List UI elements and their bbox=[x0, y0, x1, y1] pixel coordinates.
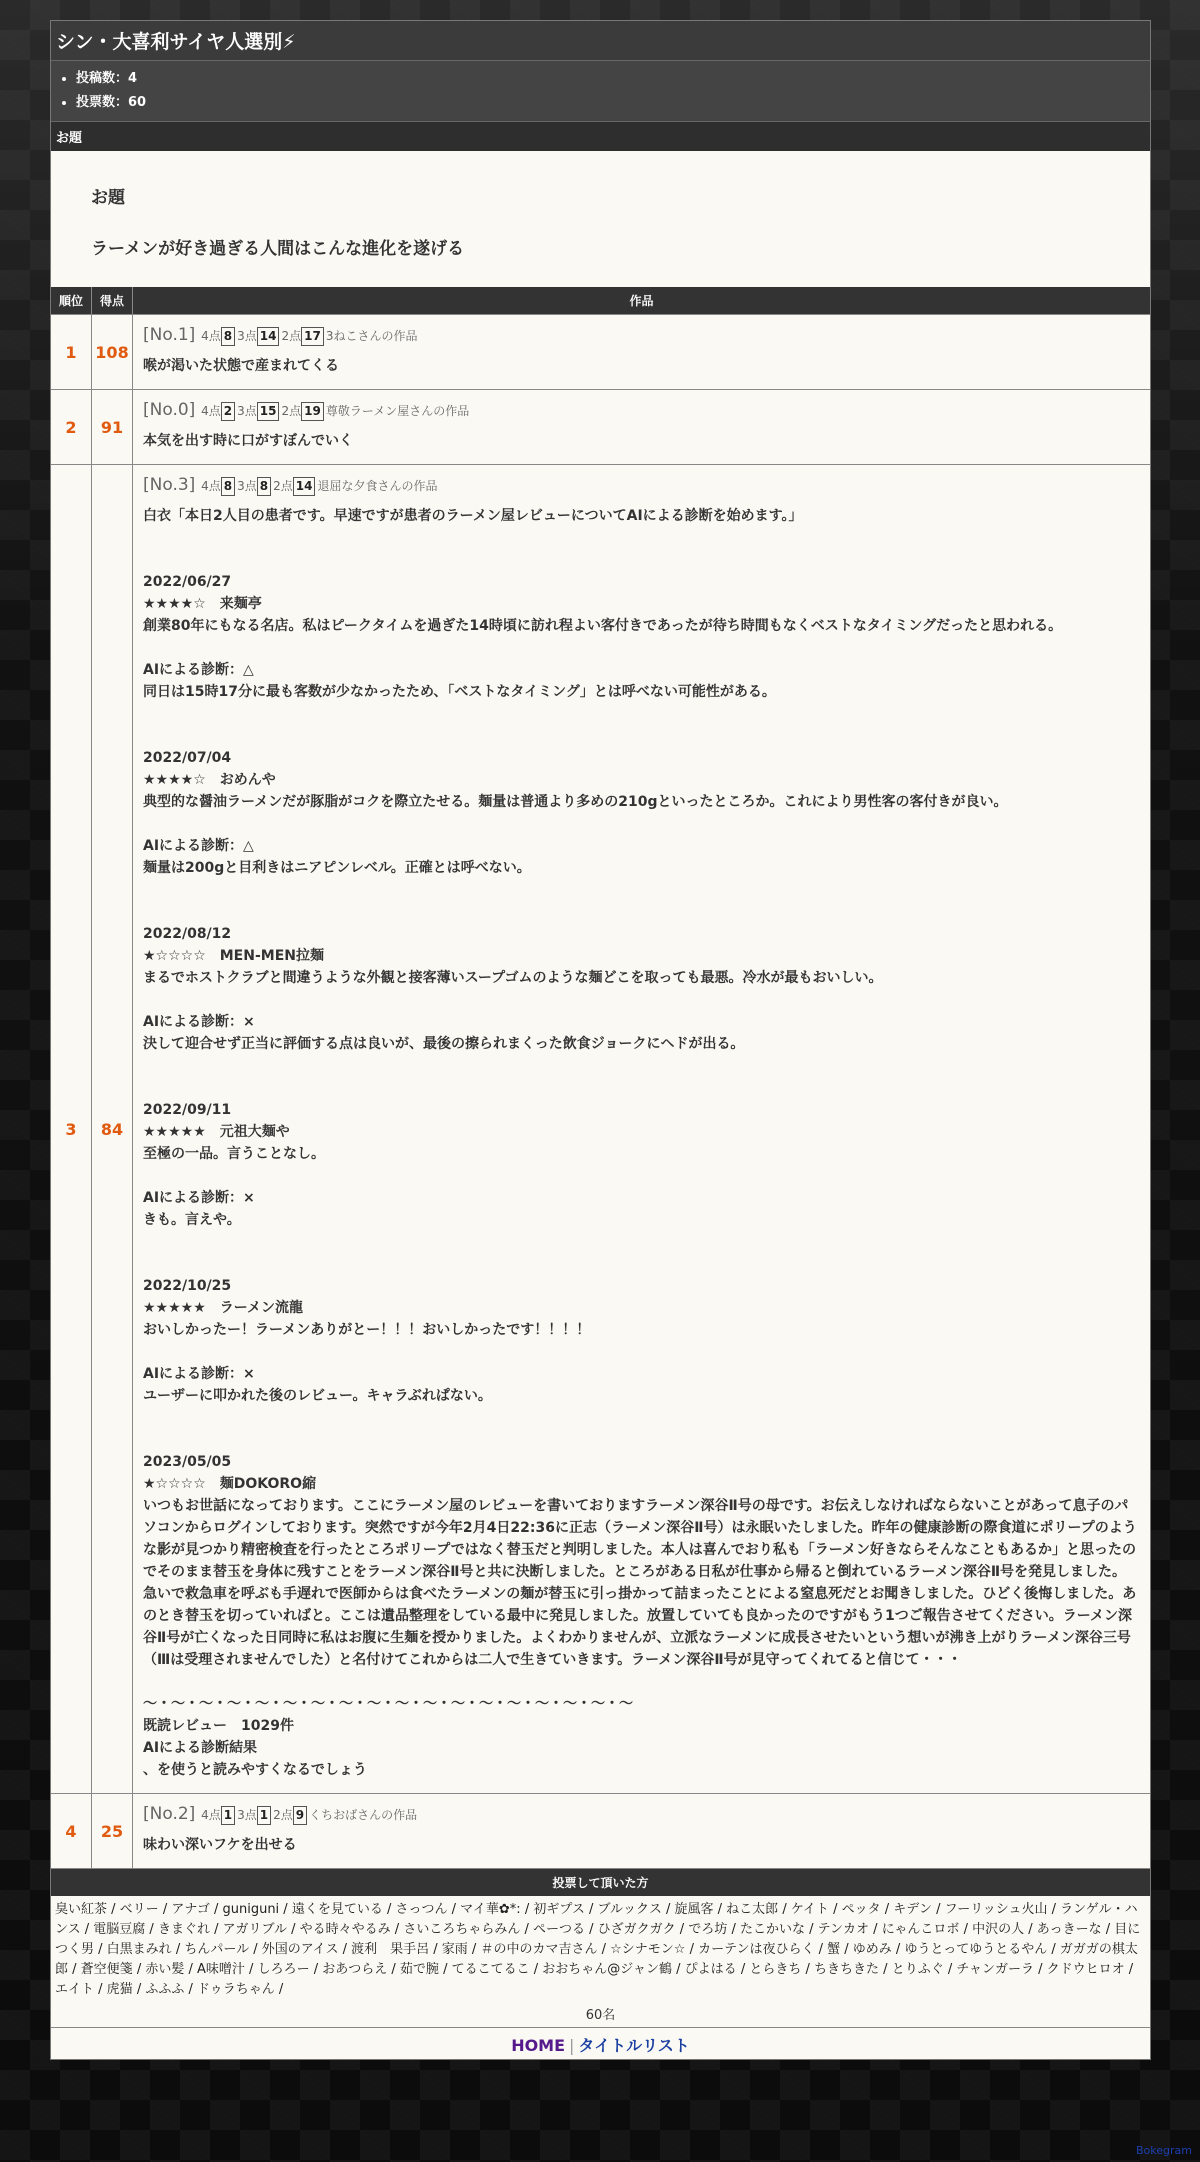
work-meta bbox=[143, 1804, 1140, 1825]
voter-name[interactable]: おあつらえ bbox=[322, 1962, 388, 1977]
points-2-label: 2点 bbox=[281, 329, 302, 343]
page-title: シン・大喜利サイヤ人選別⚡ bbox=[51, 21, 1150, 61]
entry-number: [No.0] bbox=[143, 400, 196, 420]
points-3-count: 14 bbox=[257, 327, 280, 346]
voter-name[interactable]: アガリブル bbox=[222, 1922, 287, 1937]
work-cell bbox=[133, 390, 1151, 465]
voter-name[interactable]: guniguni bbox=[222, 1902, 280, 1917]
credit-link[interactable]: Bokegram bbox=[1136, 2144, 1192, 2157]
voter-name[interactable]: チャンガーラ bbox=[956, 1962, 1034, 1977]
voter-count: 60名 bbox=[51, 2000, 1150, 2028]
title-list-link[interactable]: タイトルリスト bbox=[578, 2036, 690, 2055]
points-2-label: 2点 bbox=[281, 404, 302, 418]
points-2-count: 19 bbox=[301, 402, 324, 421]
voter-name[interactable]: とりふぐ bbox=[891, 1962, 944, 1977]
points-2-count: 17 bbox=[301, 327, 324, 346]
score-cell: 108 bbox=[92, 315, 133, 390]
home-link[interactable]: HOME bbox=[511, 2036, 566, 2055]
points-3-label: 3点 bbox=[237, 329, 257, 343]
voter-name[interactable]: 外国のアイス bbox=[261, 1942, 339, 1957]
author-label: 退屈な夕食さんの作品 bbox=[317, 479, 438, 493]
voter-name[interactable]: ＃の中のカマ吉さん bbox=[480, 1942, 598, 1957]
voter-name[interactable]: 遠くを見ている bbox=[291, 1902, 383, 1917]
work-header: 作品 bbox=[133, 287, 1151, 315]
score-header: 得点 bbox=[92, 287, 133, 315]
voter-name[interactable]: 中沢の人 bbox=[972, 1922, 1025, 1937]
voter-name[interactable]: ランゲル・ハンス bbox=[55, 1902, 1138, 1937]
rank-cell: 2 bbox=[51, 390, 92, 465]
voter-name[interactable]: 蒼空便箋 bbox=[80, 1962, 133, 1977]
voter-name[interactable]: 白黒まみれ bbox=[106, 1942, 172, 1957]
odai-section bbox=[51, 151, 1150, 287]
author-label: 尊敬ラーメン屋さんの作品 bbox=[325, 404, 470, 418]
points-2-label: 2点 bbox=[273, 479, 293, 493]
voter-name[interactable]: きまぐれ bbox=[157, 1922, 210, 1937]
voter-name[interactable]: 家雨 bbox=[441, 1942, 468, 1957]
voter-name[interactable]: ペッタ bbox=[841, 1902, 881, 1917]
voter-name[interactable]: 虎猫 bbox=[106, 1982, 133, 1997]
points-3-label: 3点 bbox=[237, 1808, 257, 1822]
points-4-count: 8 bbox=[221, 477, 235, 496]
voter-name[interactable]: ☆シナモン☆ bbox=[610, 1942, 686, 1957]
work-meta bbox=[143, 325, 1140, 346]
voter-name[interactable]: 電脳豆腐 bbox=[93, 1922, 146, 1937]
work-meta bbox=[143, 400, 1140, 421]
score-cell: 84 bbox=[92, 465, 133, 1794]
work-cell bbox=[133, 465, 1151, 1794]
voter-name[interactable]: ベリー bbox=[119, 1902, 159, 1917]
voter-name[interactable]: てるこてるこ bbox=[451, 1962, 530, 1977]
voter-name[interactable]: ペーつる bbox=[532, 1922, 585, 1937]
voter-name[interactable]: ふふふ bbox=[145, 1982, 185, 1997]
work-cell bbox=[133, 315, 1151, 390]
voter-name[interactable]: アナゴ bbox=[171, 1902, 210, 1917]
voter-name[interactable]: ちきちきた bbox=[814, 1962, 880, 1977]
rank-cell: 4 bbox=[51, 1794, 92, 1869]
voter-name[interactable]: にゃんこロボ bbox=[881, 1922, 960, 1937]
voter-name[interactable]: とらきち bbox=[749, 1962, 802, 1977]
voter-name[interactable]: ケイト bbox=[790, 1902, 829, 1917]
rank-cell: 3 bbox=[51, 465, 92, 1794]
voter-name[interactable]: 茹で腕 bbox=[399, 1962, 439, 1977]
points-4-count: 8 bbox=[221, 327, 235, 346]
odai-text: ラーメンが好き過ぎる人間はこんな進化を遂げる bbox=[91, 239, 465, 259]
voter-name[interactable]: あっきーな bbox=[1036, 1922, 1102, 1937]
voter-name[interactable]: ブルックス bbox=[597, 1902, 662, 1917]
stats-list bbox=[51, 61, 1150, 121]
points-4-count: 1 bbox=[221, 1806, 235, 1825]
voter-name[interactable]: ゆうとってゆうとるやん bbox=[904, 1942, 1048, 1957]
points-2-label: 2点 bbox=[273, 1808, 293, 1822]
table-header-row bbox=[51, 287, 1150, 315]
voter-name[interactable]: クドウヒロオ bbox=[1046, 1962, 1125, 1977]
footer-separator: | bbox=[569, 2036, 575, 2055]
points-2-count: 9 bbox=[293, 1806, 307, 1825]
voter-name[interactable]: さっつん bbox=[395, 1902, 448, 1917]
rank-cell: 1 bbox=[51, 315, 92, 390]
voters-heading: 投票して頂いた方 bbox=[51, 1868, 1150, 1896]
voter-name[interactable]: でろ坊 bbox=[688, 1922, 728, 1937]
points-3-count: 15 bbox=[257, 402, 280, 421]
points-3-label: 3点 bbox=[237, 479, 257, 493]
points-3-label: 3点 bbox=[237, 404, 257, 418]
stat-votes: • 投票数：60 bbox=[76, 91, 1150, 115]
voter-name[interactable]: おおちゃん@ジャン鶴 bbox=[542, 1962, 673, 1977]
voter-name[interactable]: 蟹 bbox=[827, 1942, 841, 1957]
stat-posts: • 投稿数：4 bbox=[76, 67, 1150, 91]
voter-name[interactable]: フーリッシュ火山 bbox=[944, 1902, 1048, 1917]
voter-name[interactable]: 旋風客 bbox=[674, 1902, 714, 1917]
work-cell bbox=[133, 1794, 1151, 1869]
table-row bbox=[51, 465, 1150, 1794]
score-cell: 25 bbox=[92, 1794, 133, 1869]
voter-name[interactable]: テンカオ bbox=[817, 1922, 870, 1937]
points-4-label: 4点 bbox=[201, 329, 221, 343]
score-cell: 91 bbox=[92, 390, 133, 465]
table-row bbox=[51, 390, 1150, 465]
table-row bbox=[51, 315, 1150, 390]
voter-name[interactable]: エイト bbox=[55, 1982, 95, 1997]
voter-name[interactable]: やる時々やるみ bbox=[299, 1922, 391, 1937]
work-body: 本気を出す時に口がすぼんでいく bbox=[143, 433, 353, 449]
points-3-count: 1 bbox=[257, 1806, 271, 1825]
voter-name[interactable]: A味噌汁 bbox=[197, 1962, 245, 1977]
voter-name[interactable]: 渡利 果手呂 bbox=[351, 1942, 430, 1957]
work-meta bbox=[143, 475, 1140, 496]
points-4-label: 4点 bbox=[201, 1808, 221, 1822]
points-4-label: 4点 bbox=[201, 404, 221, 418]
voter-name[interactable]: ひざガクガク bbox=[597, 1922, 676, 1937]
voter-name[interactable]: マイ華✿*: bbox=[460, 1902, 521, 1917]
results-table bbox=[51, 287, 1150, 1868]
entry-number: [No.1] bbox=[143, 325, 196, 345]
voter-name[interactable]: ねこ太郎 bbox=[726, 1902, 779, 1917]
voter-name[interactable]: ゆめみ bbox=[852, 1942, 892, 1957]
voter-name[interactable]: ぴよはる bbox=[684, 1962, 737, 1977]
points-4-count: 2 bbox=[221, 402, 235, 421]
rank-header: 順位 bbox=[51, 287, 92, 315]
points-4-label: 4点 bbox=[201, 479, 221, 493]
odai-bar: お題 bbox=[51, 121, 1150, 151]
points-2-count: 14 bbox=[293, 477, 316, 496]
work-body: 喉が渇いた状態で産まれてくる bbox=[143, 358, 339, 374]
table-row bbox=[51, 1794, 1150, 1869]
odai-label: お題 bbox=[91, 188, 125, 208]
voter-name[interactable]: キデン bbox=[893, 1902, 933, 1917]
points-3-count: 8 bbox=[257, 477, 271, 496]
voter-name[interactable]: ドゥラちゃん bbox=[197, 1982, 275, 1997]
voter-name[interactable]: カーテンは夜ひらく bbox=[698, 1942, 815, 1957]
voter-name[interactable]: しろろー bbox=[257, 1962, 310, 1977]
work-body: 白衣「本日2人目の患者です。早速ですが患者のラーメン屋レビューについてAIによる診断を始めます。」 2022/06/27 ★★★★☆ 来麺亭 創業80年にもなる名店。私はピークタイムを過ぎた14時頃に訪れ程よい客付きであったが待ち時間もなくベストなタイミングだったと思われる。 AIによる診断：△ 同日は15時17分に最も客数が少なかったため、「ベストなタイミング」とは呼べない可能性がある。 2022/07/04 ★★★★☆ おめんや 典型的な醤油ラーメンだが豚脂がコクを際立たせる。麺量は普通より多めの210gといったところか。これにより男性客の客付きが良い。 AIによる診断：△ 麺量は200gと目利きはニアピンレベル。正確とは呼べない。 2022/08/12 ★☆☆☆☆ MEN-MEN拉麺 まるでホストクラブと間違うような外観と接客薄いスープゴムのような麺どこを取っても最悪。冷水が最もおいしい。 AIによる診断：× 決して迎合せず正当に評価する点は良いが、最後の擦られまくった飲食ジョークにヘドが出る。 2022/09/11 ★★★★★ 元祖大麺や 至極の一品。言うことなし。 AIによる診断：× きも。言えや。 2022/10/25 ★★★★★ ラーメン流龍 おいしかったー！ラーメンありがとー！！！おいしかったです！！！！ AIによる診断：× ユーザーに叩かれた後のレビュー。キャラぶれぱない。 2023/05/05 ★☆☆☆☆ 麺DOKORO縮 いつもお世話になっております。ここにラーメン屋のレビューを書いておりますラーメン深谷Ⅱ号の母です。お伝えしなければならないことがあって息子のパソコンからログインしております。突然ですが今年2月4日22:36に正志（ラーメン深谷Ⅱ号）は永眠いたしました。昨年の健康診断の際食道にポリープのような影が見つかり精密検査を行ったところポリープではなく替玉だと判明しました。本人は喜んでおり私も「ラーメン好きならそんなこともあるか」と思ったのでそのまま替玉を身体に残すことをラーメン深谷Ⅱ号と共に決断しました。ところがある日私が仕事から帰ると倒れているラーメン深谷Ⅱ号を発見しました。急いで救急車を呼ぶも手遅れで医師からは食べたラーメンの麺が替玉に引っ掛かって詰まったことによる窒息死だとお聞きしました。ひどく後悔しました。あのとき替玉を切っていればと。ここは遺品整理をしている最中に発見しました。放置していても良かったのですがもう1つご報告させてください。ラーメン深谷Ⅱ号が亡くなった日同時に私はお腹に生麺を授かりました。よくわかりませんが、立派なラーメンに成長させたいという想いが沸き上がりラーメン深谷三号（Ⅲは受理されませんでした）と名付けてこれからは二人で生きていきます。ラーメン深谷Ⅱ号が見守ってくれてると信じて・・・ 〜・〜・〜・〜・〜・〜・〜・〜・〜・〜・〜・〜・〜・〜・〜・〜・〜・〜 既読レビュー 1029件 AIによる診断結果 、を使うと読みやすくなるでしょう bbox=[143, 508, 1137, 1778]
author-label: 3ねこさんの作品 bbox=[325, 329, 418, 343]
voter-name[interactable]: ちんパール bbox=[184, 1942, 250, 1957]
voter-name[interactable]: ガガガの棋太郎 bbox=[55, 1942, 1138, 1977]
voter-name[interactable]: たこかいな bbox=[740, 1922, 806, 1937]
main-container bbox=[50, 20, 1151, 2060]
voter-name[interactable]: 赤い髪 bbox=[145, 1962, 185, 1977]
entry-number: [No.3] bbox=[143, 475, 196, 495]
voter-name[interactable]: 臭い紅茶 bbox=[55, 1902, 108, 1917]
footer-nav bbox=[51, 2028, 1150, 2059]
entry-number: [No.2] bbox=[143, 1804, 196, 1824]
work-body: 味わい深いフケを出せる bbox=[143, 1837, 297, 1853]
voter-name[interactable]: 目につく男 bbox=[55, 1922, 1141, 1957]
voter-name[interactable]: 初ギプス bbox=[533, 1902, 585, 1917]
voter-name[interactable]: さいころちゃらみん bbox=[403, 1922, 521, 1937]
voters-list: 臭い紅茶 / ベリー / アナゴ / guniguni / 遠くを見ている / さっつん / マイ華✿*: / 初ギプス / ブルックス / 旋風客 / ねこ太郎 / ケイト / ペッタ / キデン / フーリッシュ火山 / ランゲル・ハンス / 電脳豆腐 / きまぐれ / アガリブル / やる時々やるみ / さいころちゃらみん / ペーつる / ひざガクガク / でろ坊 / たこかいな / テンカオ / にゃんこロボ / 中沢の人 / あっきーな / 目につく男 / 白黒まみれ / ちんパール / 外国のアイス / 渡利 果手呂 / 家雨 / ＃の中のカマ吉さん / ☆シナモン☆ / カーテンは夜ひらく / 蟹 / ゆめみ / ゆうとってゆうとるやん / ガガガの棋太郎 / 蒼空便箋 / 赤い髪 / A味噌汁 / しろろー / おあつらえ / 茹で腕 / てるこてるこ / おおちゃん@ジャン鶴 / ぴよはる / とらきち / ちきちきた / とりふぐ / チャンガーラ / クドウヒロオ / エイト / 虎猫 / ふふふ / ドゥラちゃん / bbox=[55, 1902, 1141, 1997]
author-label: くちおばさんの作品 bbox=[309, 1808, 418, 1822]
